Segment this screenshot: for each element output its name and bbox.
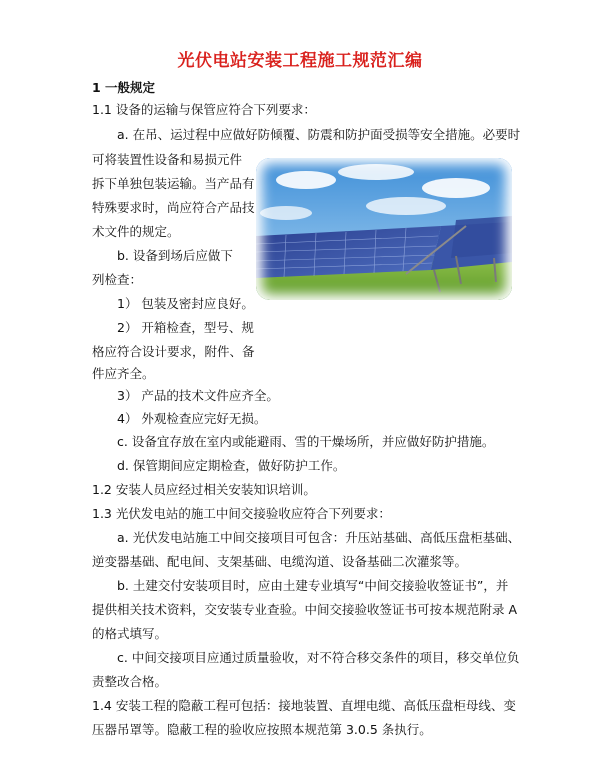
item-b: b. 设备到场后应做下 [117, 248, 233, 263]
clause-1-4: 1.4 安装工程的隐蔽工程可包括：接地装置、直埋电缆、高低压盘柜母线、变 [92, 698, 516, 713]
document-title: 光伏电站安装工程施工规范汇编 [177, 51, 423, 71]
clause-1-1: 1.1 设备的运输与保管应符合下列要求： [92, 102, 316, 117]
paragraph-line: 责整改合格。 [92, 674, 168, 689]
paragraph-line: 的格式填写。 [92, 626, 168, 641]
paragraph-line: 提供相关技术资料，交安装专业查验。中间交接验收签证书可按本规范附录 A [92, 602, 518, 617]
paragraph-line: 特殊要求时，尚应符合产品技 [92, 200, 255, 215]
paragraph-line: 列检查： [92, 272, 143, 287]
sub-item-2: 2） 开箱检查，型号、规 [117, 320, 254, 335]
sub-item-3: 3） 产品的技术文件应齐全。 [117, 388, 279, 403]
item-b: b. 土建交付安装项目时，应由土建专业填写“中间交接验收签证书”，并 [117, 578, 509, 593]
item-c: c. 中间交接项目应通过质量验收，对不符合移交条件的项目，移交单位负 [117, 650, 520, 665]
sub-item-4: 4） 外观检查应完好无损。 [117, 411, 267, 426]
paragraph-line: 压器吊罩等。隐蔽工程的验收应按照本规范第 3.0.5 条执行。 [92, 722, 432, 737]
paragraph-line: 可将装置性设备和易损元件 [92, 152, 243, 167]
item-d: d. 保管期间应定期检查，做好防护工作。 [117, 458, 346, 473]
item-c: c. 设备宜存放在室内或能避雨、雪的干燥场所，并应做好防护措施。 [117, 434, 495, 449]
sub-item-1: 1） 包装及密封应良好。 [117, 296, 254, 311]
item-a: a. 在吊、运过程中应做好防倾覆、防震和防护面受损等安全措施。必要时 [117, 127, 521, 142]
item-a: a. 光伏发电站施工中间交接项目可包含：升压站基础、高低压盘柜基础、 [117, 530, 521, 545]
paragraph-line: 格应符合设计要求，附件、备 [92, 344, 255, 359]
clause-1-3: 1.3 光伏发电站的施工中间交接验收应符合下列要求： [92, 506, 391, 521]
solar-panel-photo [256, 158, 512, 300]
paragraph-line: 逆变器基础、配电间、支架基础、电缆沟道、设备基础二次灌浆等。 [92, 554, 468, 569]
section-heading: 1 一般规定 [92, 80, 156, 95]
clause-1-2: 1.2 安装人员应经过相关安装知识培训。 [92, 482, 316, 497]
paragraph-line: 件应齐全。 [92, 366, 155, 381]
paragraph-line: 拆下单独包装运输。当产品有 [92, 176, 255, 191]
paragraph-line: 术文件的规定。 [92, 224, 180, 239]
